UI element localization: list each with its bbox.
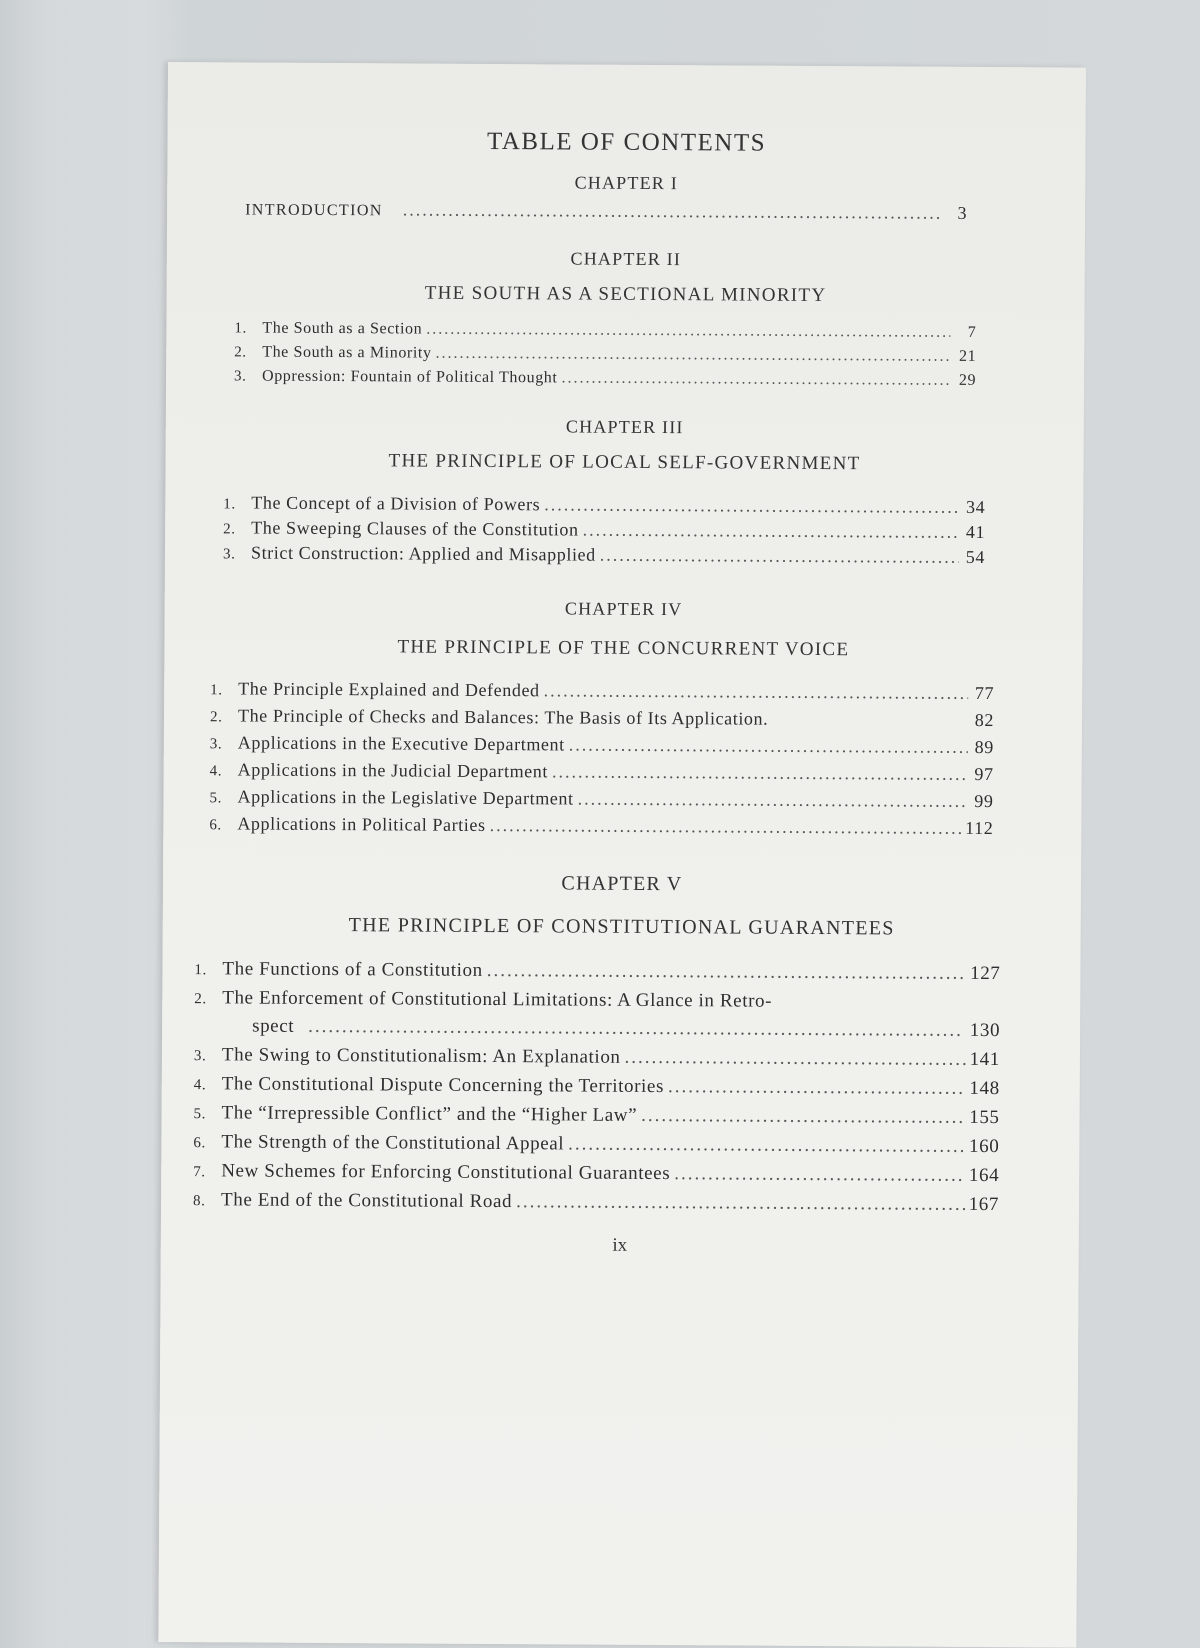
leader-dots (426, 321, 950, 342)
toc-entry (194, 1044, 1000, 1071)
leader-dots (569, 734, 968, 757)
toc-entry (223, 517, 985, 543)
entry-page: 82 (974, 709, 995, 731)
entry-number: 1. (210, 682, 223, 699)
entry-page: 77 (974, 682, 995, 704)
entry-page: 127 (970, 962, 1001, 985)
leader-dots (487, 960, 967, 985)
toc-entry (210, 759, 994, 785)
toc-entry (223, 542, 985, 568)
entry-page: 3 (957, 202, 968, 223)
leader-dots (668, 1076, 966, 1100)
entry-number: 2. (223, 521, 236, 538)
chapter-label: CHAPTER IV (564, 598, 683, 620)
leader-dots (544, 680, 969, 704)
entry-number: 2. (234, 344, 247, 361)
leader-dots (641, 1105, 965, 1129)
toc-entry (194, 987, 1000, 1014)
toc-entry (234, 343, 976, 366)
chapter-label: CHAPTER V (561, 872, 683, 896)
entry-page: 7 (967, 323, 977, 341)
entry-text: The South as a Minority (262, 343, 432, 362)
leader-dots (578, 789, 968, 812)
chapter-title: THE PRINCIPLE OF THE CONCURRENT VOICE (397, 636, 850, 661)
leader-dots (624, 1047, 965, 1071)
entry-text: The “Irrepressible Conflict” and the “Higher Law” (221, 1102, 638, 1126)
entry-text: The South as a Section (262, 319, 423, 338)
entry-text: The Strength of the Constitutional Appeal (221, 1131, 565, 1155)
toc-entry (194, 1073, 1000, 1100)
leader-dots (308, 1016, 964, 1042)
entry-text-continuation: spect (252, 1015, 295, 1037)
toc-entry (193, 1131, 999, 1158)
toc-entry (234, 367, 976, 390)
entry-text: INTRODUCTION (245, 201, 383, 220)
entry-text: The Sweeping Clauses of the Constitution (251, 517, 579, 540)
entry-number: 2. (194, 991, 207, 1008)
toc-entry (245, 198, 967, 223)
entry-number: 1. (223, 496, 236, 513)
entry-number: 5. (209, 790, 223, 807)
table-of-contents (168, 62, 1086, 1256)
entry-page: 148 (969, 1077, 1000, 1100)
entry-number: 7. (193, 1164, 206, 1181)
chapter-label: CHAPTER II (570, 248, 682, 270)
entry-number: 6. (209, 817, 222, 834)
toc-entry (210, 678, 994, 704)
chapter-1-heading (167, 170, 1085, 197)
entry-number: 1. (234, 320, 247, 337)
entry-text: Strict Construction: Applied and Misapplied (250, 542, 596, 565)
toc-entry (209, 813, 993, 839)
entry-text: Applications in the Judicial Department (237, 759, 549, 782)
entry-number: 4. (209, 763, 223, 780)
toc-entry-continuation (222, 1015, 1000, 1042)
entry-number: 3. (222, 546, 236, 563)
entry-text: The Principle of Checks and Balances: The Basis of Its Application. (237, 705, 769, 729)
leader-dots (583, 520, 960, 543)
leader-dots (403, 199, 941, 223)
chapter-title: THE PRINCIPLE OF LOCAL SELF-GOVERNMENT (388, 450, 861, 475)
chapter-3-heading (166, 414, 1084, 477)
entry-number: 4. (193, 1077, 207, 1094)
leader-dots (552, 761, 968, 785)
entry-number: 8. (192, 1193, 206, 1210)
chapter-2-heading (167, 246, 1085, 309)
entry-page: 141 (969, 1048, 1000, 1071)
entry-text: The Principle Explained and Defended (238, 678, 540, 701)
entry-number: 3. (193, 1048, 207, 1065)
entry-page: 164 (968, 1164, 1000, 1187)
entry-number: 3. (234, 368, 247, 385)
leader-dots (516, 1191, 965, 1216)
entry-text: Applications in Political Parties (237, 813, 486, 835)
entry-page: 21 (958, 347, 977, 365)
chapter-label: CHAPTER I (574, 172, 678, 194)
entry-page: 54 (965, 546, 986, 567)
leader-dots (544, 494, 959, 518)
page-title: TABLE OF CONTENTS (486, 127, 767, 157)
chapter-4-heading (164, 596, 1082, 663)
entry-text: The Functions of a Constitution (222, 958, 483, 981)
chapter-title: THE SOUTH AS A SECTIONAL MINORITY (424, 282, 827, 307)
leader-dots (436, 345, 951, 366)
entry-text: New Schemes for Enforcing Constitutional Guarantees (221, 1160, 671, 1185)
entry-number: 1. (194, 962, 207, 979)
entry-page: 97 (974, 763, 994, 785)
entry-page: 34 (966, 496, 986, 518)
leader-dots (568, 1133, 965, 1157)
toc-entry (210, 705, 994, 731)
toc-entry (193, 1189, 999, 1216)
entry-text: Oppression: Fountain of Political Thought (262, 367, 558, 387)
entry-page: 41 (965, 521, 986, 543)
chapter-title: THE PRINCIPLE OF CONSTITUTIONAL GUARANTEES (348, 914, 895, 940)
toc-entry (194, 1102, 1000, 1129)
entry-number: 3. (209, 736, 223, 753)
entry-page: 155 (969, 1106, 1000, 1129)
entry-page: 29 (958, 371, 977, 389)
entry-page: 99 (974, 790, 994, 812)
entry-text: The Concept of a Division of Powers (251, 492, 541, 515)
leader-dots (561, 369, 950, 389)
entry-number: 6. (193, 1135, 206, 1152)
entry-text: The Enforcement of Constitutional Limitations: A Glance in Retro- (222, 987, 773, 1012)
entry-text: The Swing to Constitutionalism: An Explanation (221, 1044, 621, 1068)
entry-page: 89 (974, 736, 994, 758)
entry-text: Applications in the Legislative Department (237, 786, 574, 809)
entry-number: 2. (209, 709, 223, 726)
toc-entry (210, 732, 994, 758)
leader-dots (490, 815, 962, 839)
chapter-5-heading (163, 870, 1081, 942)
entry-text: Applications in the Executive Department (237, 732, 565, 755)
entry-text: The End of the Constitutional Road (220, 1189, 513, 1213)
toc-entry (234, 319, 976, 342)
entry-page: 112 (965, 817, 994, 839)
entry-page: 167 (968, 1193, 1000, 1216)
toc-entry (193, 1160, 999, 1187)
entry-page: 160 (969, 1135, 1000, 1158)
toc-entry (223, 492, 985, 518)
book-page (158, 62, 1086, 1648)
leader-dots (674, 1163, 965, 1187)
entry-number: 5. (193, 1106, 207, 1123)
leader-dots (600, 545, 959, 568)
toc-entry (209, 786, 993, 812)
toc-entry (194, 958, 1000, 985)
page-number: ix (612, 1234, 628, 1256)
entry-text: The Constitutional Dispute Concerning the Territories (221, 1073, 665, 1098)
entry-page: 130 (969, 1019, 1001, 1042)
chapter-label: CHAPTER III (565, 416, 684, 438)
